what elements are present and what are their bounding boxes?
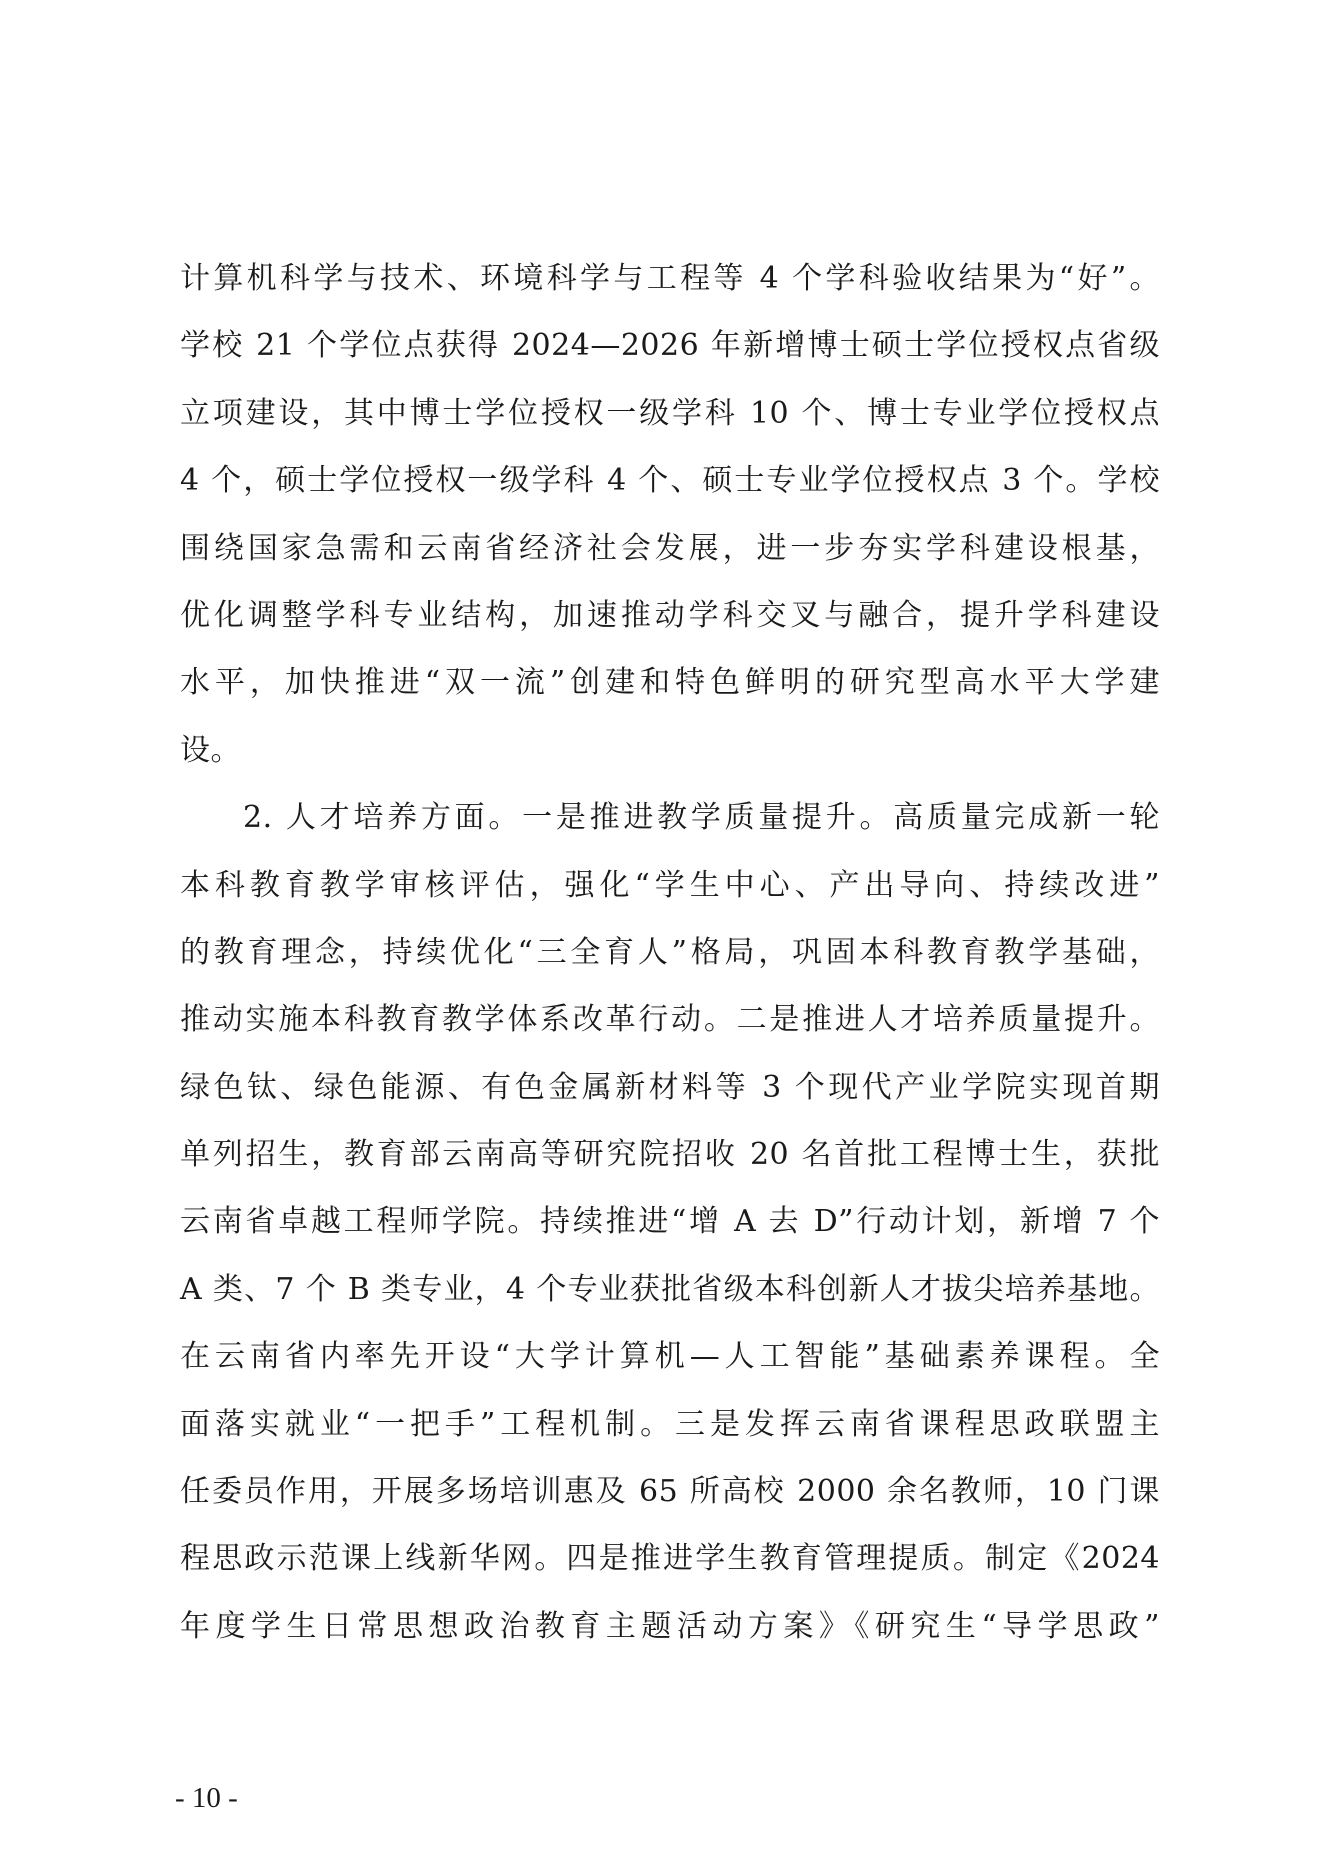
page-number: - 10 - xyxy=(175,1782,238,1814)
text-line: 任委员作用，开展多场培训惠及 65 所高校 2000 余名教师，10 门课 xyxy=(180,1474,1160,1510)
text-line: A 类、7 个 B 类专业，4 个专业获批省级本科创新人才拔尖培养基地。 xyxy=(180,1271,1160,1307)
text-line: 4 个，硕士学位授权一级学科 4 个、硕士专业学位授权点 3 个。学校 xyxy=(180,463,1160,499)
body-text xyxy=(180,245,1160,1660)
text-line: 推动实施本科教育教学体系改革行动。二是推进人才培养质量提升。 xyxy=(180,1002,1160,1038)
text-line: 学校 21 个学位点获得 2024—2026 年新增博士硕士学位授权点省级 xyxy=(180,328,1160,364)
text-line: 程思政示范课上线新华网。四是推进学生教育管理提质。制定《2024 xyxy=(180,1541,1160,1577)
text-line: 的教育理念，持续优化“三全育人”格局，巩固本科教育教学基础， xyxy=(180,934,1160,970)
text-line: 绿色钛、绿色能源、有色金属新材料等 3 个现代产业学院实现首期 xyxy=(180,1069,1160,1105)
text-line: 水平，加快推进“双一流”创建和特色鲜明的研究型高水平大学建 xyxy=(180,665,1160,701)
text-line: 在云南省内率先开设“大学计算机—人工智能”基础素养课程。全 xyxy=(180,1339,1160,1375)
text-line: 计算机科学与技术、环境科学与工程等 4 个学科验收结果为“好”。 xyxy=(180,261,1160,296)
text-line: 本科教育教学审核评估，强化“学生中心、产出导向、持续改进” xyxy=(180,867,1160,903)
text-line: 年度学生日常思想政治教育主题活动方案》《研究生“导学思政” xyxy=(180,1608,1160,1644)
text-line: 立项建设，其中博士学位授权一级学科 10 个、博士专业学位授权点 xyxy=(180,395,1160,431)
text-line: 优化调整学科专业结构，加速推动学科交叉与融合，提升学科建设 xyxy=(180,597,1160,633)
text-line: 围绕国家急需和云南省经济社会发展，进一步夯实学科建设根基， xyxy=(180,530,1160,566)
text-line: 面落实就业“一把手”工程机制。三是发挥云南省课程思政联盟主 xyxy=(180,1406,1160,1442)
text-line: 设。 xyxy=(180,732,241,768)
text-line: 单列招生，教育部云南高等研究院招收 20 名首批工程博士生，获批 xyxy=(180,1137,1160,1173)
text-line: 云南省卓越工程师学院。持续推进“增 A 去 D”行动计划，新增 7 个 xyxy=(180,1204,1160,1240)
text-line: 2. 人才培养方面。一是推进教学质量提升。高质量完成新一轮 xyxy=(243,800,1160,836)
